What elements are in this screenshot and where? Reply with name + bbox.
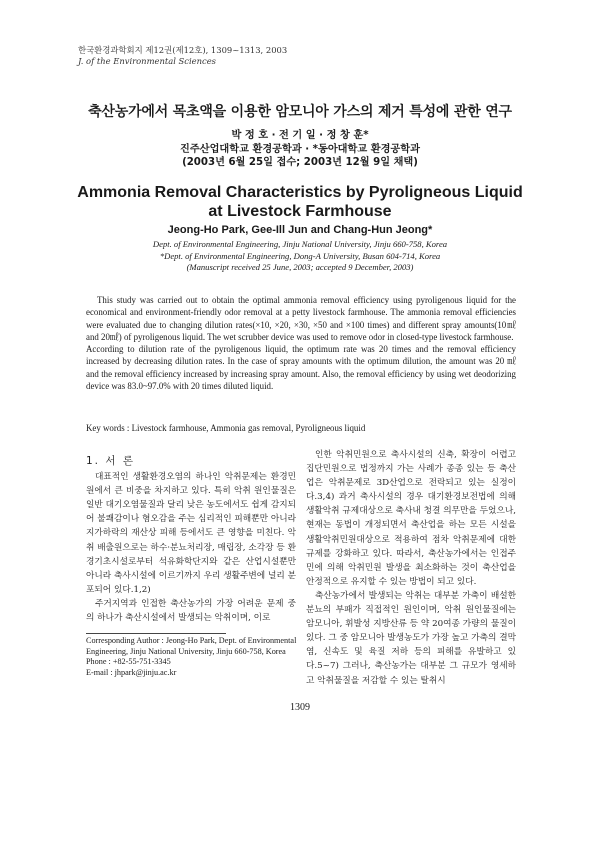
english-affiliations	[0, 239, 600, 274]
english-authors: Jeong-Ho Park, Gee-Ill Jun and Chang-Hun Jeong*	[167, 224, 433, 236]
right-column	[306, 448, 516, 688]
journal-citation-korean: 한국환경과학회지 제12권(제12호), 1309~1313, 2003	[78, 45, 288, 55]
footnote-phone: Phone : +82-55-751-3345	[86, 657, 171, 666]
footnote-email: E-mail : jhpark@jinju.ac.kr	[86, 667, 177, 677]
korean-affiliation: 진주산업대학교 환경공학과 · *동아대학교 환경공학과	[180, 143, 420, 155]
page-number: 1309	[290, 702, 310, 713]
intro-paragraph-4: 축산농가에서 발생되는 악취는 대부분 가축이 배설한 분뇨의 부패가 직접적인 원인이며, 악취 원인물질에는 암모니아, 휘발성 지방산류 등 약 20여종 가량의 물질이 있다. 그 중 암모니아 발생농도가 가장 높고 가축의 결막염, 신속도 및 육질 저하 등의 피해를 유발하고 있다.5~7) 그러나, 축산농가는 대부분 그 규모가 영세하고 악취물질을 저감할 수 있는 탈취시	[306, 590, 516, 686]
manuscript-dates: (Manuscript received 25 June, 2003; accepted 9 December, 2003)	[186, 262, 414, 272]
english-title-line1: Ammonia Removal Characteristics by Pyroligneous Liquid	[77, 184, 523, 201]
intro-paragraph-3: 인한 악취민원으로 축사시설의 신축, 확장이 어렵고 집단민원으로 법정까지 가는 사례가 종종 있는 등 축산업은 악취문제로 3D산업으로 전락되고 있는 실정이다.3,4) 과거 축사시설의 경우 대기환경보전법에 의해 생활악취 규제대상으로 축사내 청결 의무만을 두었으나, 현재는 동법이 개정되면서 축산업을 하는 모든 시설을 생활악취민원대상으로 적용하여 점차 악취문제에 대한 규제를 강화하고 있다. 따라서, 축산농가에서는 인접주민에 의해 악취민원 발생을 최소화하는 것이 축산업을 안정적으로 유지할 수 있는 방법이 되고 있다.	[306, 450, 516, 587]
intro-paragraph-2: 주거지역과 인접한 축산농가의 가장 어려운 문제 중의 하나가 축산시설에서 발생되는 악취이며, 이로	[86, 598, 296, 624]
journal-name-english: J. of the Environmental Sciences	[78, 56, 216, 66]
english-title-line2: at Livestock Farmhouse	[208, 203, 392, 220]
korean-author-block	[0, 129, 600, 170]
section-heading-introduction: 1. 서 론	[86, 455, 135, 467]
korean-received-date: (2003년 6월 25일 접수; 2003년 12월 9일 채택)	[182, 157, 418, 168]
footnote-divider	[86, 633, 226, 634]
affiliation-1: Dept. of Environmental Engineering, Jinju National University, Jinju 660-758, Korea	[152, 239, 448, 249]
keywords: Key words : Livestock farmhouse, Ammonia gas removal, Pyroligneous liquid	[86, 423, 366, 433]
intro-paragraph-1: 대표적인 생활환경오염의 하나인 악취문제는 환경민원에서 큰 비중을 차지하고 있다. 특히 악취 원인물질은 일반 대기오염물질과 달리 낮은 농도에서도 쉽게 감지되어 불쾌감이나 혐오감을 주는 심리적인 피해뿐만 아니라 지가하락의 재산상 피해 등에서도 큰 영향을 미친다. 악취 배출원으로는 하수·분뇨처리장, 매립장, 소각장 등 환경기초시설로부터 석유화학단지와 같은 산업시설뿐만 아니라 축사시설에 이르기까지 우리 생활주변에 널리 분포되어 있다.1,2)	[86, 472, 296, 595]
english-title	[0, 183, 600, 221]
abstract-paragraph-1: This study was carried out to obtain the optimal ammonia removal efficiency using pyroligenous liquid for the economical and environment-friendly odor removal at a petty livestock farmhouse. The ammonia removal efficiencies were evaluated due to changing dilution rates(×10, ×20, ×30, ×50 and ×100 times) and different spray amounts(10㎖ and 20㎖) of pyroligenous liquid. The wet scrubber device was used to remove odor in closed-type livestock farmhouse.	[86, 295, 516, 342]
korean-authors: 박 정 호 · 전 기 일 · 정 창 훈*	[231, 130, 369, 141]
journal-header	[78, 45, 287, 67]
corresponding-author-footnote	[86, 636, 298, 678]
footnote-author: Corresponding Author : Jeong-Ho Park, Dept. of Environmental Engineering, Jinju National University, Jinju 660-758, Korea	[86, 636, 297, 656]
korean-title: 축산농가에서 목초액을 이용한 암모니아 가스의 제거 특성에 관한 연구	[88, 104, 512, 120]
left-column	[86, 448, 296, 625]
abstract	[86, 294, 516, 392]
affiliation-2: *Dept. of Environmental Engineering, Dong-A University, Busan 604-714, Korea	[159, 250, 441, 261]
abstract-paragraph-2: According to dilution rate of the pyroligenous liquid, the optimum rate was 20 times and the removal efficiency increased by decreasing dilution rates. In the case of spray amounts with the optimum dilution, the amount was 20 ㎖ and the removal efficiency increased by increasing spray amount. Also, the removal efficiency by using wet deodorizing device was 83.0~97.0% with 20 times diluted liquid.	[86, 344, 516, 392]
